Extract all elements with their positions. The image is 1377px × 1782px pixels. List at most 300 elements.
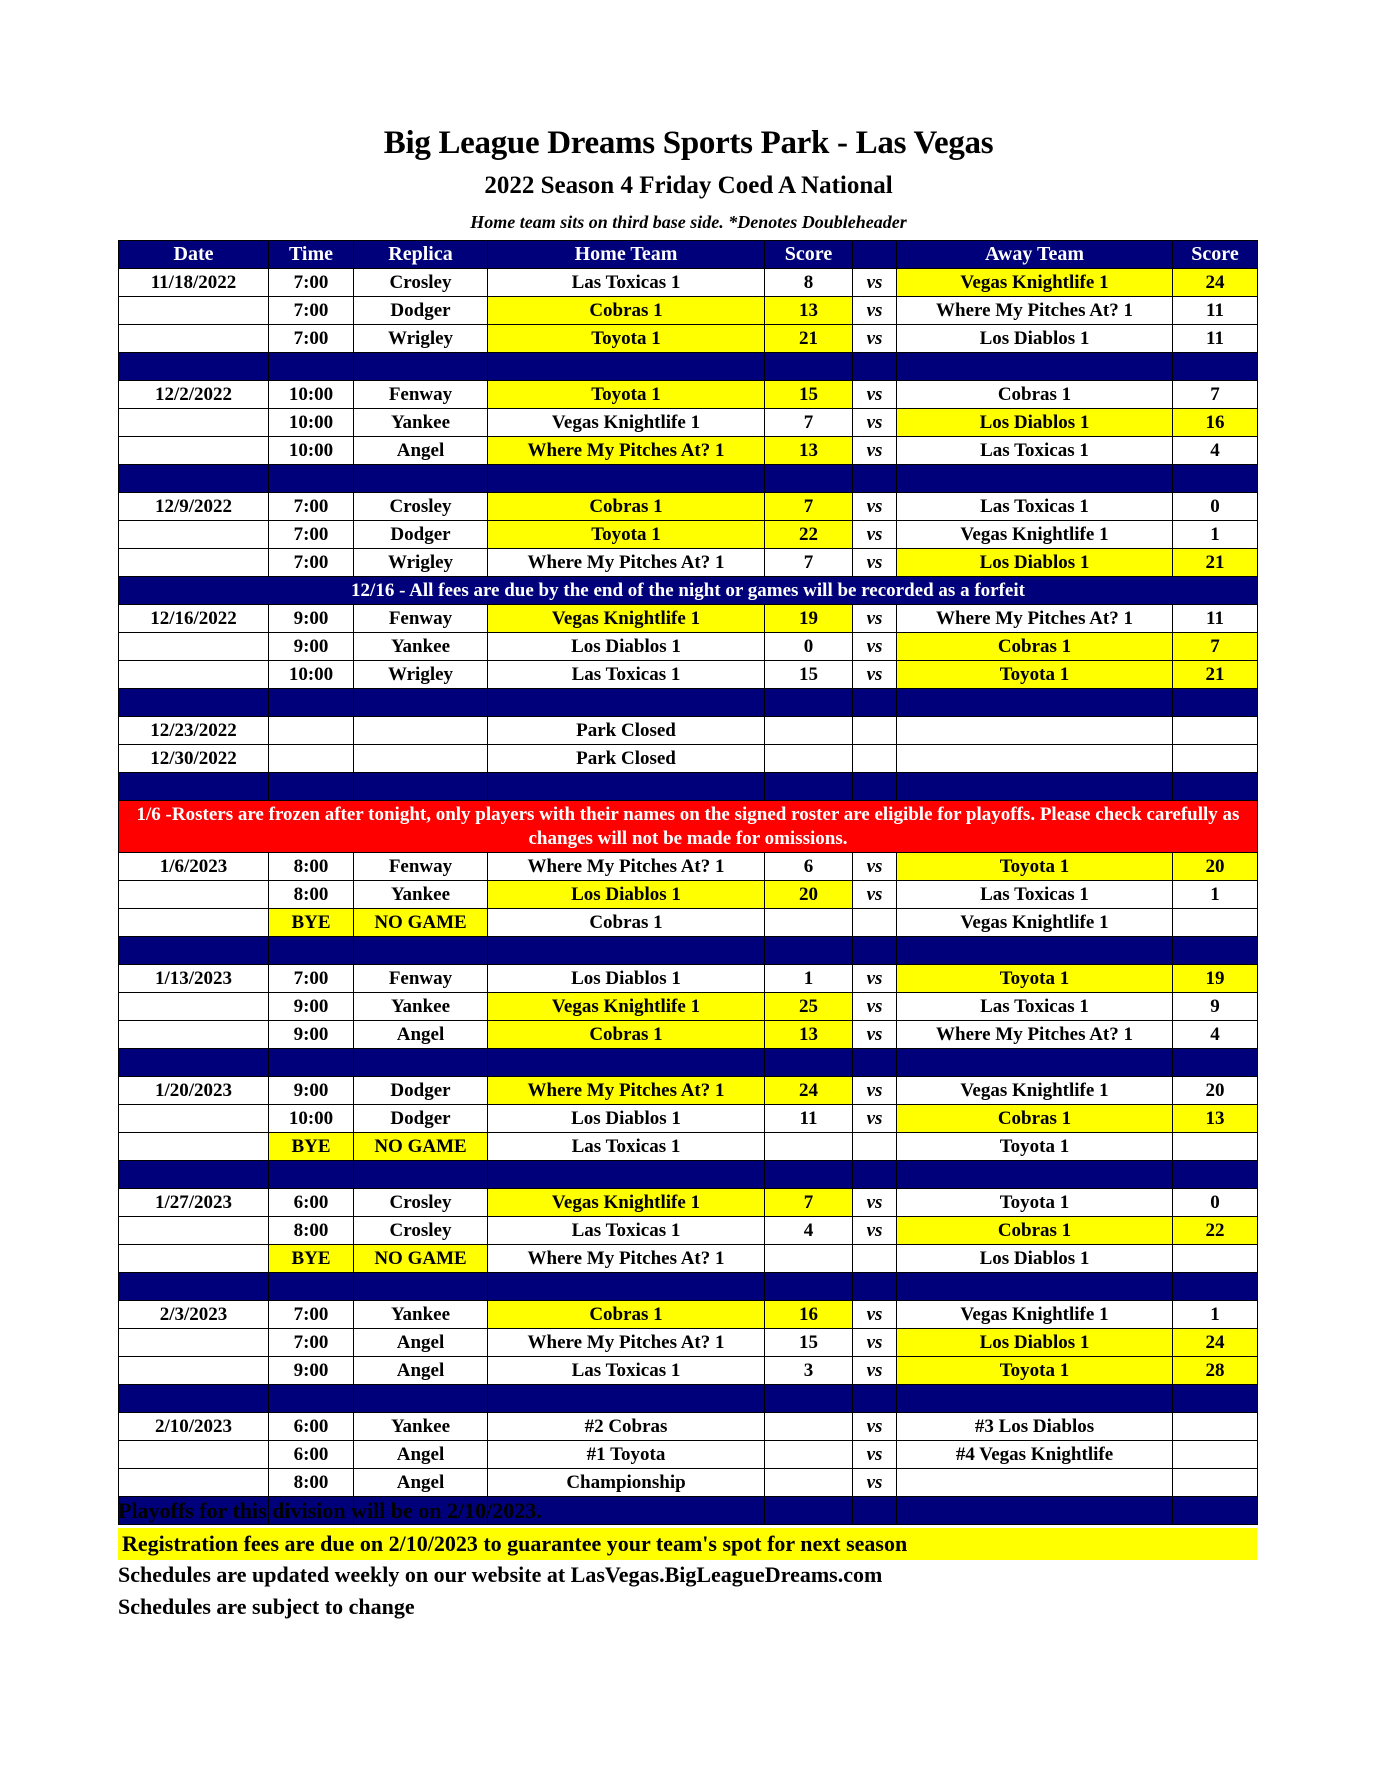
time-cell: 9:00 bbox=[269, 1357, 354, 1385]
vs-cell: vs bbox=[853, 297, 897, 325]
replica-cell: Yankee bbox=[354, 1413, 488, 1441]
game-row bbox=[119, 633, 1258, 661]
replica-cell: Yankee bbox=[354, 993, 488, 1021]
home-score-cell bbox=[765, 1441, 853, 1469]
col-away-team: Away Team bbox=[897, 241, 1173, 269]
home-team-cell: Las Toxicas 1 bbox=[488, 1217, 765, 1245]
home-score-cell: 7 bbox=[765, 409, 853, 437]
separator-cell bbox=[853, 465, 897, 493]
home-score-cell: 22 bbox=[765, 521, 853, 549]
replica-cell: Yankee bbox=[354, 1301, 488, 1329]
home-score-cell: 25 bbox=[765, 993, 853, 1021]
away-team-cell bbox=[897, 1469, 1173, 1497]
separator-row bbox=[119, 1161, 1258, 1189]
away-score-cell bbox=[1173, 745, 1258, 773]
separator-cell bbox=[269, 353, 354, 381]
away-team-cell: Cobras 1 bbox=[897, 633, 1173, 661]
date-cell: 1/20/2023 bbox=[119, 1077, 269, 1105]
game-row bbox=[119, 1441, 1258, 1469]
home-score-cell bbox=[765, 717, 853, 745]
home-score-cell: 7 bbox=[765, 493, 853, 521]
date-cell bbox=[119, 549, 269, 577]
separator-cell bbox=[488, 689, 765, 717]
col-date: Date bbox=[119, 241, 269, 269]
vs-cell: vs bbox=[853, 1329, 897, 1357]
home-score-cell: 13 bbox=[765, 1021, 853, 1049]
separator-cell bbox=[1173, 773, 1258, 801]
date-cell: 2/3/2023 bbox=[119, 1301, 269, 1329]
separator-cell bbox=[354, 937, 488, 965]
home-score-cell bbox=[765, 1133, 853, 1161]
time-cell: 7:00 bbox=[269, 1329, 354, 1357]
away-team-cell: Vegas Knightlife 1 bbox=[897, 521, 1173, 549]
separator-cell bbox=[765, 773, 853, 801]
vs-cell: vs bbox=[853, 381, 897, 409]
away-team-cell: Vegas Knightlife 1 bbox=[897, 269, 1173, 297]
away-team-cell: Toyota 1 bbox=[897, 1357, 1173, 1385]
separator-cell bbox=[354, 1049, 488, 1077]
separator-cell bbox=[354, 465, 488, 493]
separator-cell bbox=[1173, 1049, 1258, 1077]
home-score-cell: 4 bbox=[765, 1217, 853, 1245]
game-row bbox=[119, 409, 1258, 437]
home-team-cell: Where My Pitches At? 1 bbox=[488, 1077, 765, 1105]
separator-cell bbox=[119, 937, 269, 965]
vs-cell: vs bbox=[853, 1217, 897, 1245]
home-team-cell: Los Diablos 1 bbox=[488, 965, 765, 993]
vs-cell: vs bbox=[853, 493, 897, 521]
vs-cell: vs bbox=[853, 633, 897, 661]
away-score-cell: 20 bbox=[1173, 853, 1258, 881]
game-row bbox=[119, 493, 1258, 521]
replica-cell: Yankee bbox=[354, 881, 488, 909]
date-cell: 12/23/2022 bbox=[119, 717, 269, 745]
time-cell bbox=[269, 745, 354, 773]
replica-cell: Angel bbox=[354, 1021, 488, 1049]
header-row bbox=[119, 241, 1258, 269]
separator-cell bbox=[765, 1385, 853, 1413]
separator-cell bbox=[269, 465, 354, 493]
time-cell: 10:00 bbox=[269, 381, 354, 409]
separator-cell bbox=[853, 689, 897, 717]
separator-cell bbox=[488, 937, 765, 965]
game-row bbox=[119, 325, 1258, 353]
vs-cell: vs bbox=[853, 661, 897, 689]
separator-cell bbox=[488, 1161, 765, 1189]
date-cell bbox=[119, 993, 269, 1021]
home-score-cell: 1 bbox=[765, 965, 853, 993]
away-team-cell: Cobras 1 bbox=[897, 1217, 1173, 1245]
replica-cell: Fenway bbox=[354, 605, 488, 633]
vs-cell bbox=[853, 717, 897, 745]
away-team-cell: Where My Pitches At? 1 bbox=[897, 297, 1173, 325]
replica-cell: Yankee bbox=[354, 409, 488, 437]
away-score-cell: 1 bbox=[1173, 881, 1258, 909]
time-cell: 7:00 bbox=[269, 269, 354, 297]
away-score-cell: 7 bbox=[1173, 381, 1258, 409]
away-team-cell: Las Toxicas 1 bbox=[897, 881, 1173, 909]
home-score-cell: 19 bbox=[765, 605, 853, 633]
separator-cell bbox=[897, 465, 1173, 493]
separator-cell bbox=[897, 773, 1173, 801]
separator-cell bbox=[853, 1161, 897, 1189]
home-team-cell: Las Toxicas 1 bbox=[488, 269, 765, 297]
time-cell: 10:00 bbox=[269, 661, 354, 689]
time-cell: 8:00 bbox=[269, 1469, 354, 1497]
game-row bbox=[119, 269, 1258, 297]
away-score-cell: 0 bbox=[1173, 493, 1258, 521]
date-cell bbox=[119, 633, 269, 661]
separator-cell bbox=[765, 1161, 853, 1189]
away-score-cell: 11 bbox=[1173, 297, 1258, 325]
date-cell: 12/30/2022 bbox=[119, 745, 269, 773]
bye-team-home: Cobras 1 bbox=[488, 909, 765, 937]
home-team-cell: Toyota 1 bbox=[488, 325, 765, 353]
seating-note: Home team sits on third base side. *Denotes Doubleheader bbox=[470, 212, 907, 232]
replica-cell: Angel bbox=[354, 1469, 488, 1497]
time-cell: 7:00 bbox=[269, 521, 354, 549]
home-team-cell: Los Diablos 1 bbox=[488, 881, 765, 909]
bye-row bbox=[119, 909, 1258, 937]
no-game-label: NO GAME bbox=[354, 1133, 488, 1161]
away-team-cell: Las Toxicas 1 bbox=[897, 993, 1173, 1021]
game-row bbox=[119, 521, 1258, 549]
replica-cell: Crosley bbox=[354, 1217, 488, 1245]
home-team-cell: Where My Pitches At? 1 bbox=[488, 853, 765, 881]
vs-cell: vs bbox=[853, 1021, 897, 1049]
separator-cell bbox=[853, 1385, 897, 1413]
separator-cell bbox=[488, 1273, 765, 1301]
home-team-cell: Las Toxicas 1 bbox=[488, 1357, 765, 1385]
separator-cell bbox=[119, 1273, 269, 1301]
away-score-cell: 24 bbox=[1173, 269, 1258, 297]
away-score-cell: 16 bbox=[1173, 409, 1258, 437]
date-cell bbox=[119, 437, 269, 465]
home-team-cell: Park Closed bbox=[488, 717, 765, 745]
home-team-cell: Los Diablos 1 bbox=[488, 633, 765, 661]
date-cell: 11/18/2022 bbox=[119, 269, 269, 297]
separator-cell bbox=[269, 1049, 354, 1077]
col-home-score: Score bbox=[765, 241, 853, 269]
home-score-cell: 8 bbox=[765, 269, 853, 297]
separator-row bbox=[119, 1385, 1258, 1413]
vs-cell: vs bbox=[853, 549, 897, 577]
separator-cell bbox=[897, 1273, 1173, 1301]
home-score-cell: 6 bbox=[765, 853, 853, 881]
away-team-cell: Where My Pitches At? 1 bbox=[897, 605, 1173, 633]
replica-cell: Wrigley bbox=[354, 549, 488, 577]
separator-cell bbox=[897, 1049, 1173, 1077]
roster-alert: 1/6 -Rosters are frozen after tonight, only players with their names on the signed roster are eligible for playoffs. Please check carefully as changes will not be made for omissions. bbox=[119, 801, 1258, 853]
home-score-cell bbox=[765, 1245, 853, 1273]
away-team-cell bbox=[897, 717, 1173, 745]
replica-cell: Yankee bbox=[354, 633, 488, 661]
away-team-cell: Los Diablos 1 bbox=[897, 549, 1173, 577]
date-cell bbox=[119, 1357, 269, 1385]
home-score-cell bbox=[765, 1469, 853, 1497]
away-score-cell: 1 bbox=[1173, 1301, 1258, 1329]
separator-cell bbox=[897, 1385, 1173, 1413]
away-score-cell: 7 bbox=[1173, 633, 1258, 661]
time-cell: 8:00 bbox=[269, 881, 354, 909]
separator-row bbox=[119, 689, 1258, 717]
separator-cell bbox=[354, 773, 488, 801]
bye-team-home: Where My Pitches At? 1 bbox=[488, 1245, 765, 1273]
registration-note: Registration fees are due on 2/10/2023 to guarantee your team's spot for next season bbox=[118, 1528, 1257, 1560]
separator-cell bbox=[488, 1385, 765, 1413]
replica-cell: Angel bbox=[354, 1441, 488, 1469]
away-team-cell bbox=[897, 745, 1173, 773]
date-cell: 2/10/2023 bbox=[119, 1413, 269, 1441]
date-cell: 1/13/2023 bbox=[119, 965, 269, 993]
date-cell: 1/27/2023 bbox=[119, 1189, 269, 1217]
replica-cell: Dodger bbox=[354, 297, 488, 325]
game-row bbox=[119, 381, 1258, 409]
separator-cell bbox=[1173, 1161, 1258, 1189]
separator-cell bbox=[119, 1049, 269, 1077]
separator-cell bbox=[488, 465, 765, 493]
separator-cell bbox=[897, 1161, 1173, 1189]
col-away-score: Score bbox=[1173, 241, 1258, 269]
home-team-cell: #1 Toyota bbox=[488, 1441, 765, 1469]
vs-cell bbox=[853, 1133, 897, 1161]
time-cell bbox=[269, 717, 354, 745]
home-score-cell: 13 bbox=[765, 437, 853, 465]
away-score-cell: 13 bbox=[1173, 1105, 1258, 1133]
time-cell: 6:00 bbox=[269, 1441, 354, 1469]
home-score-cell: 7 bbox=[765, 1189, 853, 1217]
separator-cell bbox=[269, 1161, 354, 1189]
separator-cell bbox=[119, 353, 269, 381]
home-team-cell: Toyota 1 bbox=[488, 381, 765, 409]
separator-cell bbox=[119, 689, 269, 717]
separator-cell bbox=[765, 1049, 853, 1077]
separator-cell bbox=[765, 689, 853, 717]
home-team-cell: Cobras 1 bbox=[488, 1021, 765, 1049]
bye-label: BYE bbox=[269, 1245, 354, 1273]
away-team-cell: Toyota 1 bbox=[897, 965, 1173, 993]
separator-cell bbox=[853, 773, 897, 801]
vs-cell: vs bbox=[853, 1189, 897, 1217]
game-row bbox=[119, 853, 1258, 881]
vs-cell bbox=[853, 1245, 897, 1273]
game-row bbox=[119, 1217, 1258, 1245]
away-score-cell: 21 bbox=[1173, 549, 1258, 577]
game-row bbox=[119, 437, 1258, 465]
game-row bbox=[119, 1357, 1258, 1385]
game-row bbox=[119, 993, 1258, 1021]
home-score-cell bbox=[765, 745, 853, 773]
away-score-cell: 24 bbox=[1173, 1329, 1258, 1357]
date-cell bbox=[119, 1469, 269, 1497]
separator-cell bbox=[765, 1273, 853, 1301]
time-cell: 9:00 bbox=[269, 633, 354, 661]
separator-cell bbox=[354, 1385, 488, 1413]
home-team-cell: Where My Pitches At? 1 bbox=[488, 549, 765, 577]
col-replica: Replica bbox=[354, 241, 488, 269]
away-team-cell: Toyota 1 bbox=[897, 1189, 1173, 1217]
home-score-cell: 15 bbox=[765, 661, 853, 689]
vs-cell: vs bbox=[853, 605, 897, 633]
home-team-cell: Where My Pitches At? 1 bbox=[488, 437, 765, 465]
date-cell bbox=[119, 909, 269, 937]
home-team-cell: Vegas Knightlife 1 bbox=[488, 993, 765, 1021]
separator-cell bbox=[119, 1161, 269, 1189]
replica-cell bbox=[354, 745, 488, 773]
home-team-cell: Vegas Knightlife 1 bbox=[488, 409, 765, 437]
separator-cell bbox=[1173, 465, 1258, 493]
separator-cell bbox=[897, 353, 1173, 381]
page-subtitle: 2022 Season 4 Friday Coed A National bbox=[484, 172, 893, 199]
page-title: Big League Dreams Sports Park - Las Vegas bbox=[383, 125, 994, 161]
game-row bbox=[119, 605, 1258, 633]
vs-cell: vs bbox=[853, 853, 897, 881]
home-team-cell: Los Diablos 1 bbox=[488, 1105, 765, 1133]
replica-cell bbox=[354, 717, 488, 745]
time-cell: 6:00 bbox=[269, 1189, 354, 1217]
home-team-cell: #2 Cobras bbox=[488, 1413, 765, 1441]
away-team-cell: Vegas Knightlife 1 bbox=[897, 1077, 1173, 1105]
col-time: Time bbox=[269, 241, 354, 269]
replica-cell: Fenway bbox=[354, 853, 488, 881]
separator-cell bbox=[1173, 353, 1258, 381]
home-score-cell: 20 bbox=[765, 881, 853, 909]
vs-cell: vs bbox=[853, 521, 897, 549]
away-score-cell: 22 bbox=[1173, 1217, 1258, 1245]
time-cell: 8:00 bbox=[269, 1217, 354, 1245]
bye-row bbox=[119, 1133, 1258, 1161]
vs-cell: vs bbox=[853, 965, 897, 993]
separator-cell bbox=[488, 773, 765, 801]
away-team-cell: Los Diablos 1 bbox=[897, 409, 1173, 437]
time-cell: 7:00 bbox=[269, 325, 354, 353]
separator-cell bbox=[853, 1273, 897, 1301]
away-score-cell: 4 bbox=[1173, 1021, 1258, 1049]
home-team-cell: Toyota 1 bbox=[488, 521, 765, 549]
separator-cell bbox=[1173, 937, 1258, 965]
away-team-cell: Cobras 1 bbox=[897, 1105, 1173, 1133]
away-score-cell bbox=[1173, 1469, 1258, 1497]
date-cell bbox=[119, 297, 269, 325]
game-row bbox=[119, 1077, 1258, 1105]
date-cell: 12/9/2022 bbox=[119, 493, 269, 521]
away-score-cell: 19 bbox=[1173, 965, 1258, 993]
away-team-cell: Los Diablos 1 bbox=[897, 325, 1173, 353]
home-team-cell: Vegas Knightlife 1 bbox=[488, 1189, 765, 1217]
home-score-cell bbox=[765, 1413, 853, 1441]
bye-team-away: Vegas Knightlife 1 bbox=[897, 909, 1173, 937]
date-cell bbox=[119, 409, 269, 437]
away-team-cell: #4 Vegas Knightlife bbox=[897, 1441, 1173, 1469]
date-cell bbox=[119, 661, 269, 689]
date-cell bbox=[119, 1441, 269, 1469]
separator-cell bbox=[119, 1385, 269, 1413]
separator-row bbox=[119, 353, 1258, 381]
home-team-cell: Las Toxicas 1 bbox=[488, 661, 765, 689]
roster-alert-row bbox=[119, 801, 1258, 853]
separator-cell bbox=[119, 773, 269, 801]
time-cell: 7:00 bbox=[269, 965, 354, 993]
replica-cell: Crosley bbox=[354, 493, 488, 521]
date-cell: 12/2/2022 bbox=[119, 381, 269, 409]
home-score-cell: 24 bbox=[765, 1077, 853, 1105]
home-score-cell: 11 bbox=[765, 1105, 853, 1133]
home-team-cell: Championship bbox=[488, 1469, 765, 1497]
game-row bbox=[119, 1301, 1258, 1329]
away-score-cell: 1 bbox=[1173, 521, 1258, 549]
vs-cell: vs bbox=[853, 1413, 897, 1441]
separator-cell bbox=[897, 689, 1173, 717]
game-row bbox=[119, 745, 1258, 773]
replica-cell: Crosley bbox=[354, 269, 488, 297]
time-cell: 8:00 bbox=[269, 853, 354, 881]
away-score-cell bbox=[1173, 1133, 1258, 1161]
separator-row bbox=[119, 773, 1258, 801]
away-team-cell: Where My Pitches At? 1 bbox=[897, 1021, 1173, 1049]
replica-cell: Dodger bbox=[354, 1105, 488, 1133]
home-score-cell: 15 bbox=[765, 1329, 853, 1357]
date-cell bbox=[119, 881, 269, 909]
replica-cell: Dodger bbox=[354, 1077, 488, 1105]
away-score-cell bbox=[1173, 717, 1258, 745]
away-team-cell: Los Diablos 1 bbox=[897, 1329, 1173, 1357]
bye-label: BYE bbox=[269, 909, 354, 937]
game-row bbox=[119, 1413, 1258, 1441]
separator-cell bbox=[119, 465, 269, 493]
vs-cell: vs bbox=[853, 1357, 897, 1385]
game-row bbox=[119, 1469, 1258, 1497]
website-note: Schedules are updated weekly on our website at LasVegas.BigLeagueDreams.com bbox=[118, 1562, 883, 1587]
vs-cell: vs bbox=[853, 1105, 897, 1133]
no-game-label: NO GAME bbox=[354, 909, 488, 937]
game-row bbox=[119, 881, 1258, 909]
bye-team-home: Las Toxicas 1 bbox=[488, 1133, 765, 1161]
vs-cell: vs bbox=[853, 993, 897, 1021]
replica-cell: Angel bbox=[354, 1357, 488, 1385]
home-score-cell: 7 bbox=[765, 549, 853, 577]
vs-cell: vs bbox=[853, 881, 897, 909]
separator-cell bbox=[488, 353, 765, 381]
away-team-cell: Las Toxicas 1 bbox=[897, 437, 1173, 465]
away-score-cell: 9 bbox=[1173, 993, 1258, 1021]
no-game-label: NO GAME bbox=[354, 1245, 488, 1273]
playoffs-note: Playoffs for this division will be on 2/10/2023. bbox=[118, 1498, 542, 1523]
home-score-cell bbox=[765, 909, 853, 937]
time-cell: 10:00 bbox=[269, 409, 354, 437]
replica-cell: Fenway bbox=[354, 381, 488, 409]
fees-banner-row bbox=[119, 577, 1258, 605]
date-cell bbox=[119, 1329, 269, 1357]
vs-cell: vs bbox=[853, 269, 897, 297]
time-cell: 10:00 bbox=[269, 1105, 354, 1133]
separator-cell bbox=[765, 465, 853, 493]
date-cell bbox=[119, 1133, 269, 1161]
separator-cell bbox=[1173, 1385, 1258, 1413]
bye-team-away: Toyota 1 bbox=[897, 1133, 1173, 1161]
separator-cell bbox=[853, 1049, 897, 1077]
time-cell: 7:00 bbox=[269, 549, 354, 577]
separator-cell bbox=[354, 1161, 488, 1189]
vs-cell: vs bbox=[853, 325, 897, 353]
away-team-cell: Las Toxicas 1 bbox=[897, 493, 1173, 521]
replica-cell: Angel bbox=[354, 437, 488, 465]
separator-cell bbox=[354, 689, 488, 717]
vs-cell bbox=[853, 909, 897, 937]
time-cell: 7:00 bbox=[269, 297, 354, 325]
time-cell: 9:00 bbox=[269, 1077, 354, 1105]
change-note: Schedules are subject to change bbox=[118, 1594, 415, 1619]
home-team-cell: Cobras 1 bbox=[488, 493, 765, 521]
